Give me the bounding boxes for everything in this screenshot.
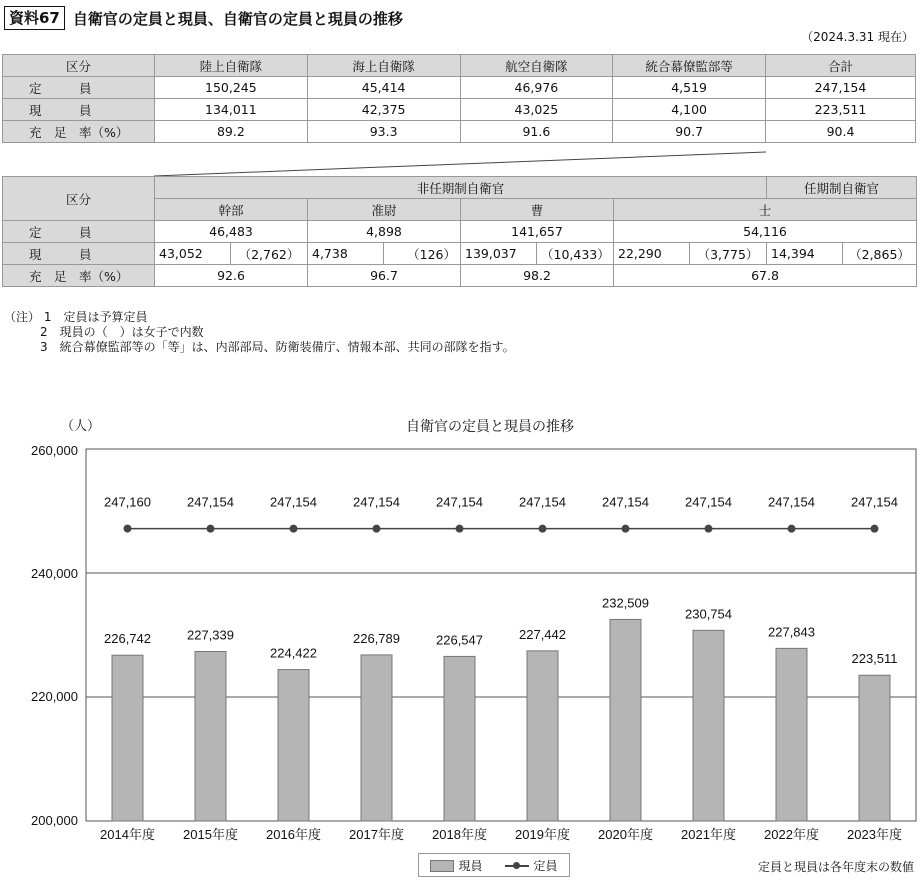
table-cell: 4,519 — [613, 77, 766, 99]
row-label: 充 足 率（%） — [3, 121, 155, 143]
bar-value-label: 224,422 — [270, 645, 317, 661]
col-header: 准尉 — [308, 199, 461, 221]
bar-swatch-icon — [430, 860, 454, 872]
bar-value-label: 227,843 — [768, 624, 815, 640]
table-cell: 4,898 — [308, 221, 461, 243]
x-tick-label: 2019年度 — [515, 827, 570, 842]
table-cell: 98.2 — [461, 265, 614, 287]
table-cell: 141,657 — [461, 221, 614, 243]
table-cell: 4,100 — [613, 99, 766, 121]
group-header: 非任期制自衛官 — [155, 177, 767, 199]
page-title: 自衛官の定員と現員、自衛官の定員と現員の推移 — [72, 9, 403, 28]
line-value-label: 247,154 — [270, 494, 317, 510]
line-point — [622, 525, 630, 533]
bar-value-label: 223,511 — [851, 651, 898, 667]
table-cell: 96.7 — [308, 265, 461, 287]
bar — [527, 651, 558, 821]
y-tick-label: 220,000 — [31, 689, 78, 704]
bar-value-label: 226,789 — [353, 630, 400, 646]
legend — [418, 853, 570, 877]
bar-value-label: 230,754 — [685, 606, 732, 622]
line-point — [124, 525, 132, 533]
table-cell: 90.7 — [613, 121, 766, 143]
bar — [361, 655, 392, 821]
table-cell: 150,245 — [155, 77, 308, 99]
group-header: 任期制自衛官 — [767, 177, 917, 199]
col-header: 曹 — [461, 199, 614, 221]
table-cell-female: （126） — [384, 243, 461, 265]
row-label: 充 足 率（%） — [3, 265, 155, 287]
chart-note: 定員と現員は各年度末の数値 — [757, 860, 914, 874]
table-cell: 14,394 — [767, 243, 843, 265]
bar — [610, 619, 641, 821]
x-tick-label: 2014年度 — [100, 827, 155, 842]
col-header: 航空自衛隊 — [460, 55, 613, 77]
reference-number: 資料67 — [4, 6, 65, 30]
table-cell: 46,976 — [460, 77, 613, 99]
line-point — [456, 525, 464, 533]
row-label: 定 員 — [3, 221, 155, 243]
table-cell: 134,011 — [155, 99, 308, 121]
line-value-label: 247,154 — [768, 494, 815, 510]
table-cell: 42,375 — [307, 99, 460, 121]
col-header: 統合幕僚監部等 — [613, 55, 766, 77]
table-cell: 223,511 — [766, 99, 916, 121]
legend-item-bar: 現員 — [430, 857, 482, 874]
line-value-label: 247,154 — [519, 494, 566, 510]
table-cell-female: （3,775） — [690, 243, 767, 265]
footnote: （注） 1 定員は予算定員 — [4, 310, 148, 324]
y-tick-label: 240,000 — [31, 566, 78, 581]
y-tick-label: 260,000 — [31, 443, 78, 458]
x-tick-label: 2023年度 — [847, 827, 902, 842]
bar-value-label: 226,547 — [436, 632, 483, 648]
line-value-label: 247,154 — [851, 494, 898, 510]
col-header: 合計 — [766, 55, 916, 77]
row-label: 現 員 — [3, 99, 155, 121]
line-point — [207, 525, 215, 533]
line-value-label: 247,154 — [685, 494, 732, 510]
col-header: 区分 — [3, 55, 155, 77]
x-tick-label: 2018年度 — [432, 827, 487, 842]
y-tick-label: 200,000 — [31, 813, 78, 828]
row-label: 現 員 — [3, 243, 155, 265]
bar-value-label: 226,742 — [104, 631, 151, 647]
row-label: 定 員 — [3, 77, 155, 99]
line-value-label: 247,154 — [353, 494, 400, 510]
bar-value-label: 232,509 — [602, 595, 649, 611]
table-cell: 247,154 — [766, 77, 916, 99]
line-point — [539, 525, 547, 533]
table-cell-female: （2,762） — [231, 243, 308, 265]
bar — [444, 656, 475, 821]
bar — [859, 675, 890, 821]
x-tick-label: 2015年度 — [183, 827, 238, 842]
line-point — [373, 525, 381, 533]
table-cell: 67.8 — [614, 265, 917, 287]
line-point — [705, 525, 713, 533]
line-value-label: 247,154 — [187, 494, 234, 510]
table-cell: 91.6 — [460, 121, 613, 143]
as-of-date: （2024.3.31 現在） — [801, 30, 914, 44]
y-axis-unit: （人） — [61, 418, 101, 433]
table-cell: 45,414 — [307, 77, 460, 99]
x-tick-label: 2020年度 — [598, 827, 653, 842]
footnote: 3 統合幕僚監部等の「等」は、内部部局、防衛装備庁、情報本部、共同の部隊を指す。 — [4, 340, 515, 354]
line-point — [871, 525, 879, 533]
x-tick-label: 2016年度 — [266, 827, 321, 842]
table-cell: 43,052 — [155, 243, 231, 265]
table-cell: 54,116 — [614, 221, 917, 243]
bar — [195, 651, 226, 821]
bar — [693, 630, 724, 821]
legend-item-line: 定員 — [505, 857, 557, 874]
x-tick-label: 2021年度 — [681, 827, 736, 842]
line-value-label: 247,160 — [104, 494, 151, 510]
table-cell: 22,290 — [614, 243, 690, 265]
col-header: 士 — [614, 199, 917, 221]
bar — [776, 648, 807, 821]
x-tick-label: 2017年度 — [349, 827, 404, 842]
bar-value-label: 227,339 — [187, 627, 234, 643]
line-value-label: 247,154 — [602, 494, 649, 510]
bar — [278, 670, 309, 821]
col-header: 海上自衛隊 — [307, 55, 460, 77]
table-cell: 139,037 — [461, 243, 537, 265]
table-cell: 43,025 — [460, 99, 613, 121]
line-point — [290, 525, 298, 533]
table-cell: 90.4 — [766, 121, 916, 143]
x-tick-label: 2022年度 — [764, 827, 819, 842]
table-cell-female: （10,433） — [537, 243, 614, 265]
line-value-label: 247,154 — [436, 494, 483, 510]
bar — [112, 655, 143, 821]
table-cell: 4,738 — [308, 243, 384, 265]
table-cell: 93.3 — [307, 121, 460, 143]
table-cell: 46,483 — [155, 221, 308, 243]
line-marker-icon — [505, 861, 529, 871]
bar-value-label: 227,442 — [519, 626, 566, 642]
table-cell: 89.2 — [155, 121, 308, 143]
table-cell: 92.6 — [155, 265, 308, 287]
table-cell-female: （2,865） — [843, 243, 917, 265]
col-header: 陸上自衛隊 — [155, 55, 308, 77]
line-point — [788, 525, 796, 533]
chart-title: 自衛官の定員と現員の推移 — [406, 418, 574, 434]
col-header: 幹部 — [155, 199, 308, 221]
footnote: 2 現員の（ ）は女子で内数 — [4, 325, 204, 339]
col-header: 区分 — [3, 177, 155, 221]
